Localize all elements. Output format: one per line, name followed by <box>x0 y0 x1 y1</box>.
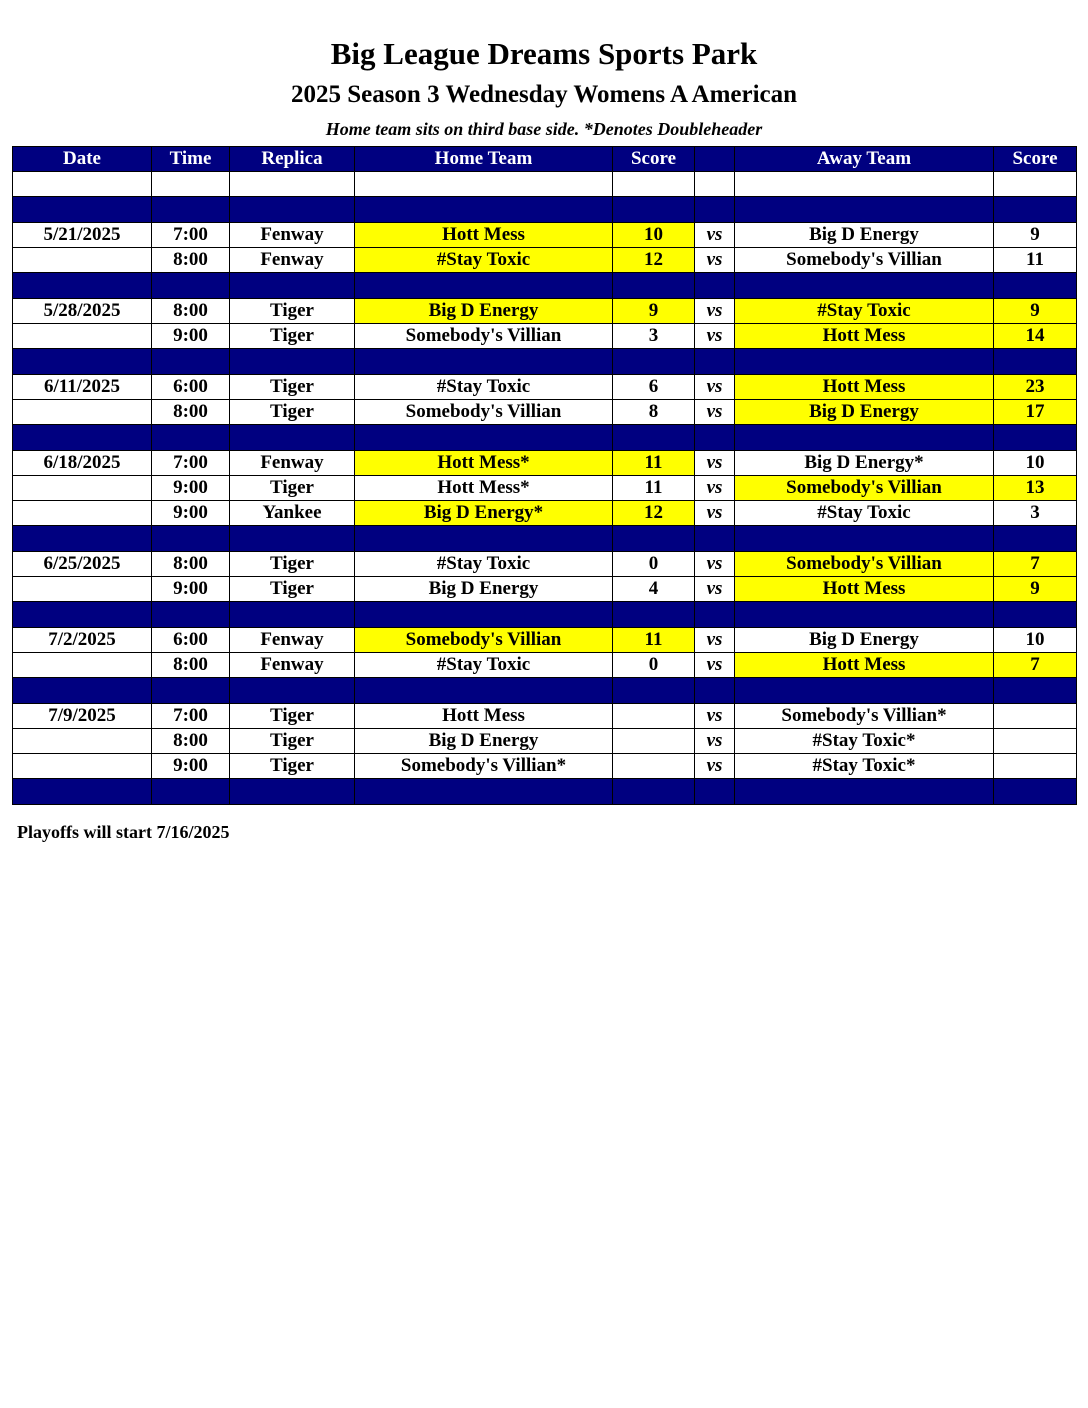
blank-cell <box>994 172 1077 197</box>
home-score-cell: 0 <box>613 552 695 577</box>
separator-cell <box>695 425 735 451</box>
home-team-cell: Big D Energy <box>355 729 613 754</box>
home-score-cell: 3 <box>613 324 695 349</box>
vs-cell: vs <box>695 754 735 779</box>
away-score-cell: 23 <box>994 375 1077 400</box>
home-score-cell: 9 <box>613 299 695 324</box>
home-team-cell: Somebody's Villian <box>355 400 613 425</box>
home-score-cell: 8 <box>613 400 695 425</box>
replica-cell: Tiger <box>230 577 355 602</box>
separator-cell <box>355 526 613 552</box>
separator-cell <box>695 526 735 552</box>
replica-cell: Fenway <box>230 451 355 476</box>
replica-cell: Fenway <box>230 653 355 678</box>
date-cell <box>13 324 152 349</box>
time-cell: 8:00 <box>152 729 230 754</box>
replica-cell: Fenway <box>230 248 355 273</box>
game-row <box>13 476 1077 501</box>
replica-cell: Tiger <box>230 299 355 324</box>
vs-cell: vs <box>695 476 735 501</box>
replica-cell: Tiger <box>230 400 355 425</box>
separator-cell <box>230 425 355 451</box>
separator-row <box>13 779 1077 805</box>
home-team-cell: Hott Mess <box>355 223 613 248</box>
date-cell: 7/9/2025 <box>13 704 152 729</box>
vs-cell: vs <box>695 248 735 273</box>
away-team-cell: Hott Mess <box>735 577 994 602</box>
away-score-cell: 9 <box>994 223 1077 248</box>
home-team-cell: Hott Mess <box>355 704 613 729</box>
time-cell: 9:00 <box>152 501 230 526</box>
home-team-cell: Big D Energy <box>355 299 613 324</box>
separator-cell <box>13 526 152 552</box>
home-team-cell: #Stay Toxic <box>355 552 613 577</box>
replica-cell: Tiger <box>230 552 355 577</box>
separator-cell <box>994 425 1077 451</box>
away-team-cell: Hott Mess <box>735 324 994 349</box>
separator-cell <box>735 526 994 552</box>
date-cell <box>13 754 152 779</box>
home-team-cell: Big D Energy <box>355 577 613 602</box>
separator-row <box>13 425 1077 451</box>
home-team-cell: Big D Energy* <box>355 501 613 526</box>
away-score-cell: 10 <box>994 451 1077 476</box>
game-row <box>13 501 1077 526</box>
separator-row <box>13 349 1077 375</box>
away-team-cell: Somebody's Villian <box>735 248 994 273</box>
date-cell <box>13 400 152 425</box>
separator-cell <box>13 678 152 704</box>
time-cell: 8:00 <box>152 299 230 324</box>
away-score-cell: 17 <box>994 400 1077 425</box>
date-cell: 5/28/2025 <box>13 299 152 324</box>
separator-cell <box>152 779 230 805</box>
col-header-away-team: Away Team <box>735 147 994 172</box>
separator-cell <box>152 425 230 451</box>
home-score-cell: 6 <box>613 375 695 400</box>
separator-cell <box>695 602 735 628</box>
home-team-cell: #Stay Toxic <box>355 248 613 273</box>
separator-cell <box>230 197 355 223</box>
away-team-cell: Somebody's Villian* <box>735 704 994 729</box>
time-cell: 8:00 <box>152 552 230 577</box>
away-team-cell: #Stay Toxic <box>735 501 994 526</box>
blank-cell <box>695 172 735 197</box>
away-team-cell: Hott Mess <box>735 653 994 678</box>
playoffs-note: Playoffs will start 7/16/2025 <box>17 822 230 842</box>
separator-cell <box>613 779 695 805</box>
blank-cell <box>13 172 152 197</box>
separator-row <box>13 678 1077 704</box>
separator-cell <box>613 678 695 704</box>
separator-cell <box>355 273 613 299</box>
page-title: Big League Dreams Sports Park <box>330 36 758 71</box>
home-score-cell: 11 <box>613 451 695 476</box>
separator-cell <box>735 678 994 704</box>
away-score-cell: 11 <box>994 248 1077 273</box>
game-row <box>13 324 1077 349</box>
home-team-cell: Somebody's Villian <box>355 324 613 349</box>
away-score-cell <box>994 754 1077 779</box>
home-score-cell <box>613 704 695 729</box>
away-team-cell: #Stay Toxic* <box>735 729 994 754</box>
separator-row <box>13 526 1077 552</box>
replica-cell: Yankee <box>230 501 355 526</box>
home-score-cell: 12 <box>613 501 695 526</box>
col-header-home-score: Score <box>613 147 695 172</box>
date-cell <box>13 248 152 273</box>
home-score-cell: 10 <box>613 223 695 248</box>
separator-cell <box>994 678 1077 704</box>
separator-cell <box>735 602 994 628</box>
away-team-cell: #Stay Toxic* <box>735 754 994 779</box>
separator-cell <box>613 349 695 375</box>
replica-cell: Fenway <box>230 223 355 248</box>
game-row <box>13 729 1077 754</box>
col-header-away-score: Score <box>994 147 1077 172</box>
separator-cell <box>230 602 355 628</box>
separator-cell <box>230 526 355 552</box>
separator-cell <box>13 425 152 451</box>
vs-cell: vs <box>695 729 735 754</box>
separator-cell <box>230 273 355 299</box>
away-team-cell: Big D Energy <box>735 223 994 248</box>
time-cell: 6:00 <box>152 628 230 653</box>
blank-cell <box>613 172 695 197</box>
separator-cell <box>230 349 355 375</box>
time-cell: 9:00 <box>152 476 230 501</box>
away-score-cell: 13 <box>994 476 1077 501</box>
away-team-cell: Somebody's Villian <box>735 476 994 501</box>
date-cell: 5/21/2025 <box>13 223 152 248</box>
separator-cell <box>613 425 695 451</box>
separator-cell <box>152 602 230 628</box>
time-cell: 9:00 <box>152 324 230 349</box>
away-team-cell: Big D Energy <box>735 400 994 425</box>
separator-cell <box>230 779 355 805</box>
schedule-body <box>13 172 1077 805</box>
replica-cell: Tiger <box>230 704 355 729</box>
header-row <box>13 147 1077 172</box>
separator-cell <box>152 678 230 704</box>
away-score-cell: 14 <box>994 324 1077 349</box>
away-team-cell: Big D Energy* <box>735 451 994 476</box>
home-score-cell: 4 <box>613 577 695 602</box>
away-score-cell: 10 <box>994 628 1077 653</box>
separator-row <box>13 602 1077 628</box>
separator-cell <box>13 197 152 223</box>
separator-cell <box>735 273 994 299</box>
separator-cell <box>152 526 230 552</box>
separator-cell <box>994 602 1077 628</box>
schedule-table <box>12 146 1077 805</box>
away-score-cell <box>994 704 1077 729</box>
away-team-cell: Somebody's Villian <box>735 552 994 577</box>
game-row <box>13 628 1077 653</box>
separator-cell <box>613 273 695 299</box>
separator-cell <box>152 273 230 299</box>
home-team-cell: Hott Mess* <box>355 476 613 501</box>
game-row <box>13 704 1077 729</box>
separator-cell <box>735 197 994 223</box>
vs-cell: vs <box>695 400 735 425</box>
vs-cell: vs <box>695 653 735 678</box>
col-header-home-team: Home Team <box>355 147 613 172</box>
time-cell: 8:00 <box>152 400 230 425</box>
separator-cell <box>613 526 695 552</box>
separator-cell <box>695 779 735 805</box>
separator-cell <box>695 349 735 375</box>
schedule-note: Home team sits on third base side. *Denotes Doubleheader <box>325 119 763 139</box>
home-team-cell: Somebody's Villian <box>355 628 613 653</box>
home-team-cell: #Stay Toxic <box>355 375 613 400</box>
separator-cell <box>152 197 230 223</box>
blank-cell <box>355 172 613 197</box>
separator-cell <box>994 273 1077 299</box>
home-team-cell: #Stay Toxic <box>355 653 613 678</box>
separator-cell <box>613 602 695 628</box>
col-header-replica: Replica <box>230 147 355 172</box>
game-row <box>13 653 1077 678</box>
separator-cell <box>355 678 613 704</box>
page-subtitle: 2025 Season 3 Wednesday Womens A American <box>290 81 798 108</box>
separator-cell <box>994 197 1077 223</box>
vs-cell: vs <box>695 628 735 653</box>
vs-cell: vs <box>695 552 735 577</box>
col-header-vs <box>695 147 735 172</box>
blank-cell <box>230 172 355 197</box>
separator-cell <box>13 779 152 805</box>
time-cell: 8:00 <box>152 653 230 678</box>
away-score-cell: 7 <box>994 653 1077 678</box>
separator-cell <box>230 678 355 704</box>
blank-row <box>13 172 1077 197</box>
away-score-cell: 7 <box>994 552 1077 577</box>
separator-row <box>13 273 1077 299</box>
date-cell: 6/18/2025 <box>13 451 152 476</box>
separator-cell <box>13 273 152 299</box>
game-row <box>13 299 1077 324</box>
game-row <box>13 223 1077 248</box>
separator-cell <box>355 197 613 223</box>
game-row <box>13 400 1077 425</box>
away-team-cell: Hott Mess <box>735 375 994 400</box>
separator-cell <box>355 425 613 451</box>
separator-cell <box>735 349 994 375</box>
vs-cell: vs <box>695 451 735 476</box>
col-header-time: Time <box>152 147 230 172</box>
away-team-cell: #Stay Toxic <box>735 299 994 324</box>
date-cell: 6/25/2025 <box>13 552 152 577</box>
game-row <box>13 375 1077 400</box>
date-cell <box>13 577 152 602</box>
col-header-date: Date <box>13 147 152 172</box>
vs-cell: vs <box>695 299 735 324</box>
date-cell <box>13 653 152 678</box>
separator-cell <box>152 349 230 375</box>
vs-cell: vs <box>695 375 735 400</box>
date-cell <box>13 476 152 501</box>
replica-cell: Fenway <box>230 628 355 653</box>
time-cell: 6:00 <box>152 375 230 400</box>
separator-cell <box>695 678 735 704</box>
time-cell: 7:00 <box>152 704 230 729</box>
home-team-cell: Somebody's Villian* <box>355 754 613 779</box>
separator-cell <box>695 273 735 299</box>
away-score-cell <box>994 729 1077 754</box>
separator-cell <box>355 602 613 628</box>
vs-cell: vs <box>695 704 735 729</box>
away-score-cell: 9 <box>994 299 1077 324</box>
separator-cell <box>355 779 613 805</box>
separator-cell <box>735 425 994 451</box>
game-row <box>13 754 1077 779</box>
home-score-cell: 11 <box>613 476 695 501</box>
separator-cell <box>613 197 695 223</box>
separator-cell <box>994 779 1077 805</box>
vs-cell: vs <box>695 501 735 526</box>
home-score-cell <box>613 729 695 754</box>
replica-cell: Tiger <box>230 729 355 754</box>
replica-cell: Tiger <box>230 324 355 349</box>
separator-cell <box>994 349 1077 375</box>
time-cell: 8:00 <box>152 248 230 273</box>
home-score-cell <box>613 754 695 779</box>
date-cell: 6/11/2025 <box>13 375 152 400</box>
game-row <box>13 552 1077 577</box>
date-cell <box>13 501 152 526</box>
vs-cell: vs <box>695 577 735 602</box>
date-cell: 7/2/2025 <box>13 628 152 653</box>
replica-cell: Tiger <box>230 754 355 779</box>
vs-cell: vs <box>695 324 735 349</box>
time-cell: 9:00 <box>152 754 230 779</box>
separator-cell <box>355 349 613 375</box>
separator-cell <box>13 349 152 375</box>
vs-cell: vs <box>695 223 735 248</box>
separator-cell <box>695 197 735 223</box>
replica-cell: Tiger <box>230 375 355 400</box>
game-row <box>13 577 1077 602</box>
separator-cell <box>13 602 152 628</box>
home-score-cell: 12 <box>613 248 695 273</box>
away-score-cell: 9 <box>994 577 1077 602</box>
game-row <box>13 248 1077 273</box>
away-score-cell: 3 <box>994 501 1077 526</box>
home-team-cell: Hott Mess* <box>355 451 613 476</box>
game-row <box>13 451 1077 476</box>
blank-cell <box>735 172 994 197</box>
date-cell <box>13 729 152 754</box>
home-score-cell: 0 <box>613 653 695 678</box>
away-team-cell: Big D Energy <box>735 628 994 653</box>
replica-cell: Tiger <box>230 476 355 501</box>
time-cell: 7:00 <box>152 451 230 476</box>
home-score-cell: 11 <box>613 628 695 653</box>
time-cell: 7:00 <box>152 223 230 248</box>
separator-cell <box>994 526 1077 552</box>
separator-row <box>13 197 1077 223</box>
time-cell: 9:00 <box>152 577 230 602</box>
blank-cell <box>152 172 230 197</box>
separator-cell <box>735 779 994 805</box>
